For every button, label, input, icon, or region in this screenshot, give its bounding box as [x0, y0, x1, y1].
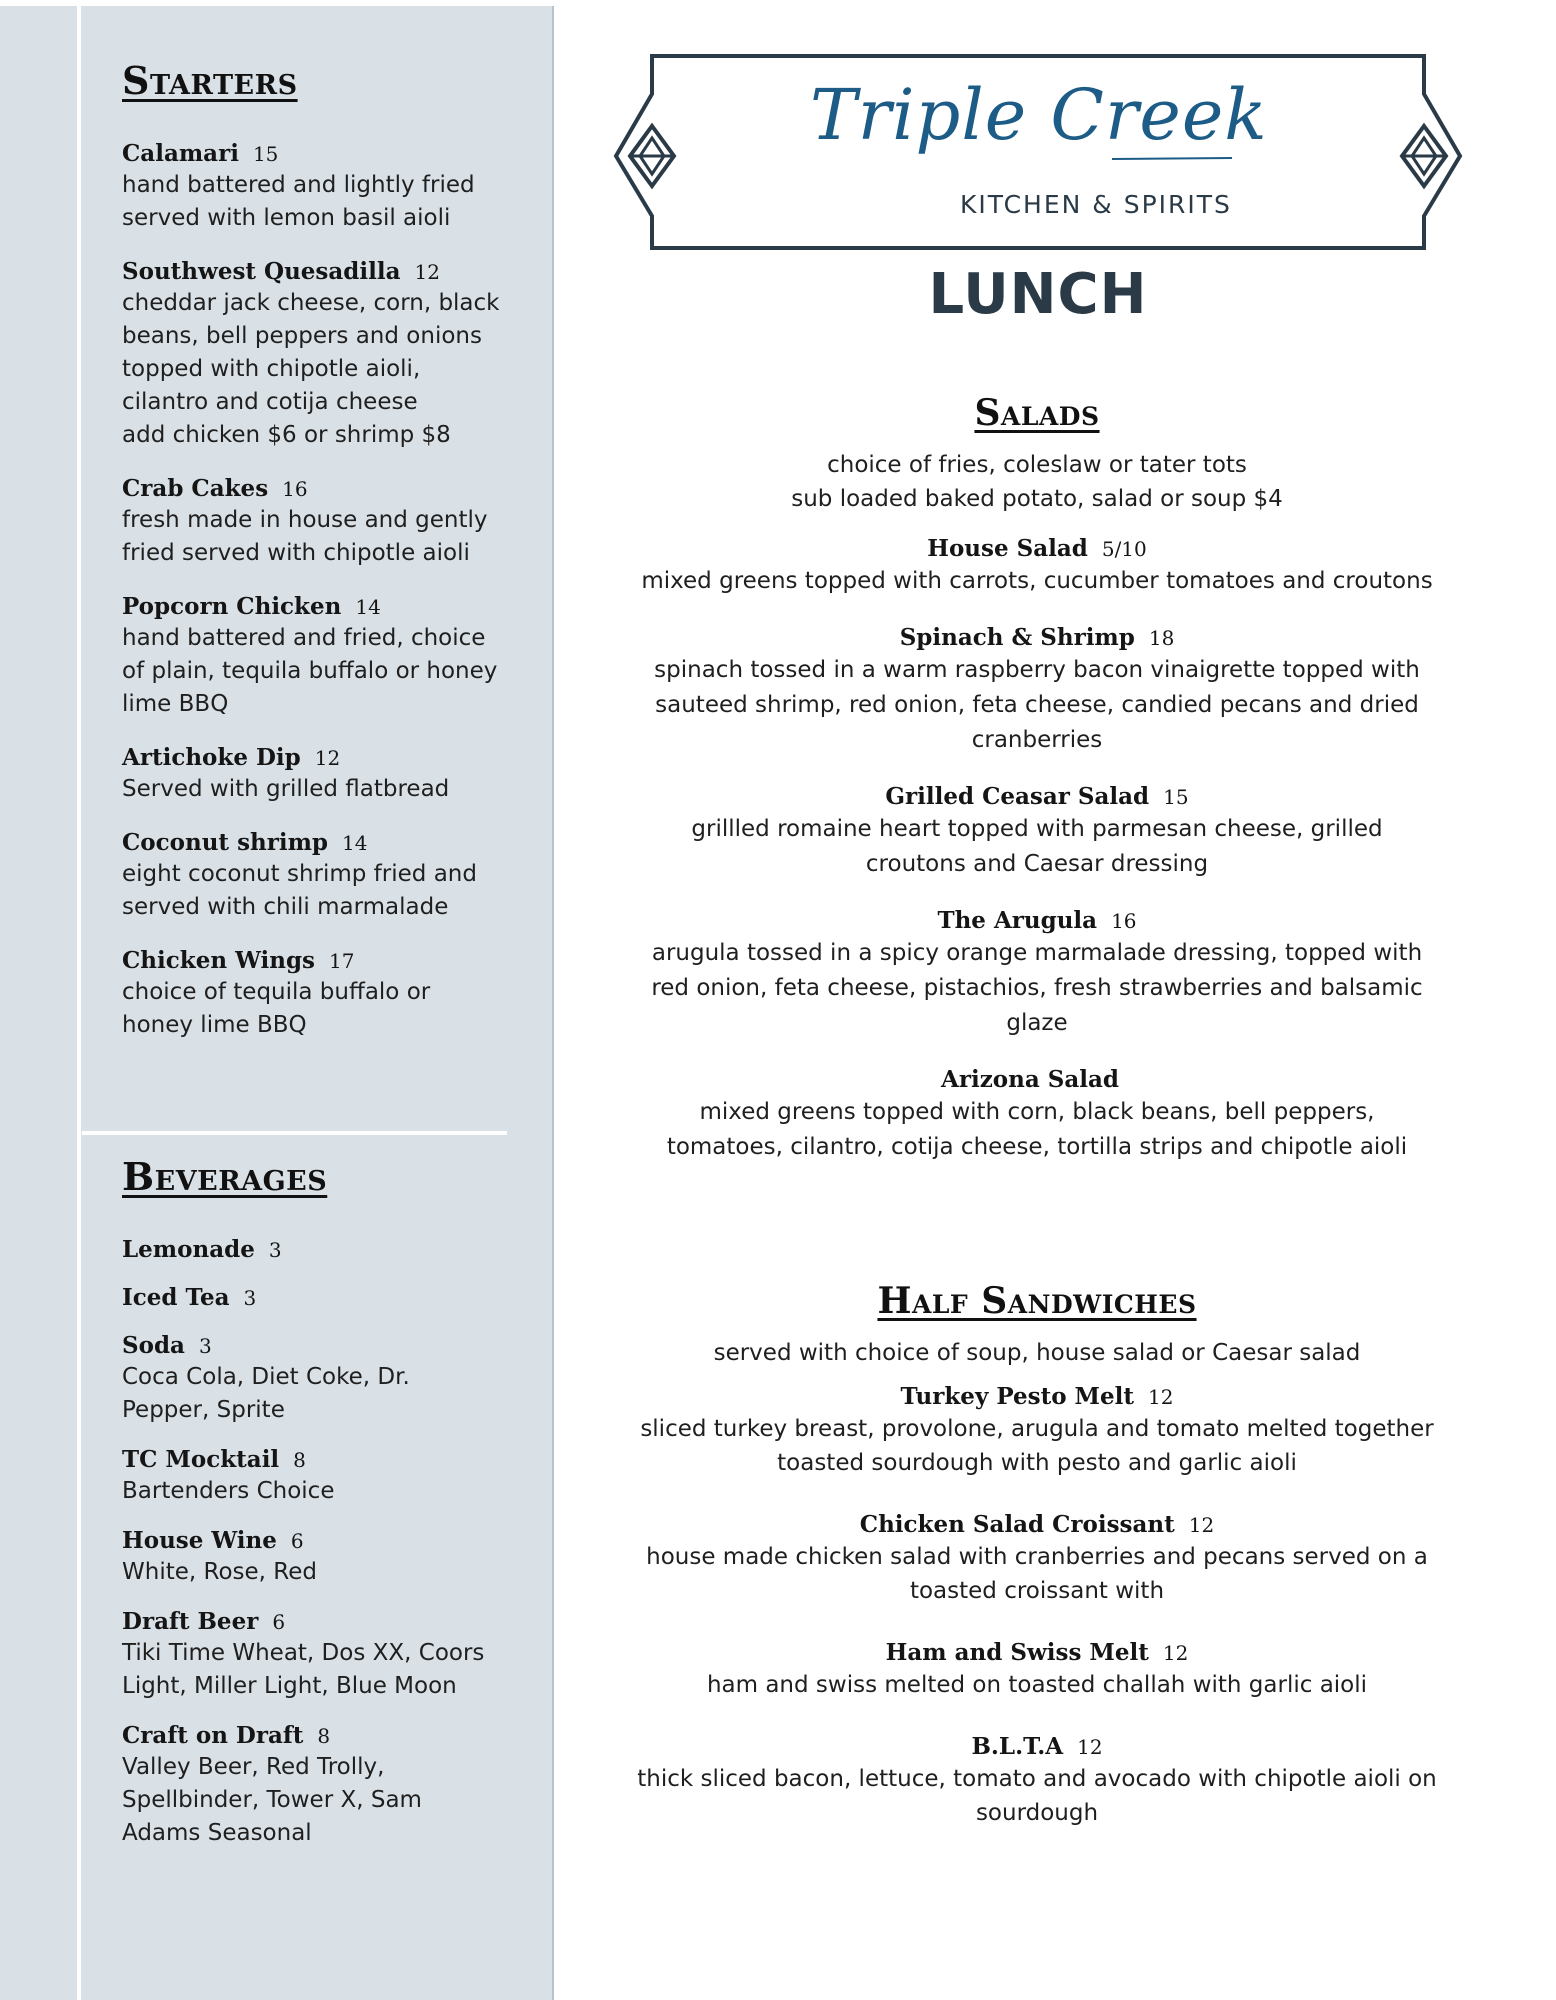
menu-item-name: Iced Tea [122, 1284, 230, 1311]
menu-item-title [632, 1510, 1442, 1540]
menu-item-description: choice of tequila buffalo or honey lime BBQ [122, 979, 431, 1038]
menu-item [122, 1526, 522, 1589]
menu-item-title [122, 1721, 522, 1751]
menu-item-description: mixed greens topped with corn, black beans, bell peppers, tomatoes, cilantro, cotija cheese, tortilla strips and chipotle aioli [666, 1099, 1408, 1160]
menu-item-title [632, 534, 1442, 564]
menu-item-title [632, 782, 1442, 812]
salads-section [632, 392, 1442, 1189]
menu-item [632, 1510, 1442, 1608]
menu-item-description: Served with grilled flatbread [122, 776, 450, 802]
menu-item-name: Grilled Ceasar Salad [885, 783, 1150, 810]
menu-item-description: Tiki Time Wheat, Dos XX, Coors Light, Miller Light, Blue Moon [122, 1640, 485, 1699]
menu-item-price: 12 [1148, 1385, 1174, 1409]
menu-item-price: 16 [1111, 909, 1137, 933]
menu-item-title [122, 257, 522, 287]
menu-item-name: Calamari [122, 140, 239, 167]
menu-item-name: Coconut shrimp [122, 829, 329, 856]
menu-item-name: Turkey Pesto Melt [900, 1383, 1135, 1410]
menu-item-title [122, 1283, 522, 1313]
logo-subtitle: KITCHEN & SPIRITS [960, 190, 1232, 219]
menu-item [122, 257, 522, 452]
menu-item-title [122, 474, 522, 504]
menu-item-name: House Salad [927, 535, 1088, 562]
menu-item-description: arugula tossed in a spicy orange marmalade dressing, topped with red onion, feta cheese, pistachios, fresh strawberries and balsamic glaze [651, 940, 1423, 1036]
menu-item-price: 3 [243, 1286, 257, 1310]
menu-item-title [122, 946, 522, 976]
menu-item-title [122, 743, 522, 773]
menu-item [122, 1331, 522, 1427]
menu-item-price: 3 [268, 1238, 282, 1262]
menu-item-description: thick sliced bacon, lettuce, tomato and avocado with chipotle aioli on sourdough [637, 1766, 1437, 1826]
menu-item-title [122, 1331, 522, 1361]
menu-item-name: Popcorn Chicken [122, 593, 342, 620]
menu-item-title [122, 1607, 522, 1637]
menu-item-name: TC Mocktail [122, 1446, 280, 1473]
logo-script-text: Triple Creek [810, 74, 1268, 156]
page-title: LUNCH [928, 262, 1148, 327]
right-diamond-icon [1402, 126, 1446, 186]
menu-item-name: Spinach & Shrimp [899, 624, 1135, 651]
menu-item [632, 906, 1442, 1041]
menu-item [632, 1382, 1442, 1480]
menu-item-name: Lemonade [122, 1236, 255, 1263]
menu-item [122, 828, 522, 924]
menu-item-title [122, 828, 522, 858]
menu-item-price: 6 [290, 1529, 304, 1553]
salads-list [632, 534, 1442, 1165]
logo [612, 54, 1464, 250]
menu-item-price: 3 [198, 1334, 212, 1358]
menu-item-description: hand battered and lightly fried served with lemon basil aioli [122, 172, 475, 231]
menu-item-price: 17 [328, 949, 355, 973]
menu-item-price: 14 [355, 595, 381, 619]
beverages-heading: Beverages [122, 1154, 328, 1199]
menu-item-description: hand battered and fried, choice of plain, tequila buffalo or honey lime BBQ [122, 625, 498, 717]
menu-item-name: House Wine [122, 1527, 277, 1554]
menu-item-name: Crab Cakes [122, 475, 269, 502]
menu-item-price: 12 [1188, 1513, 1215, 1537]
menu-item-description: Bartenders Choice [122, 1478, 335, 1504]
menu-item-name: Artichoke Dip [122, 744, 301, 771]
menu-item-description: Coca Cola, Diet Coke, Dr. Pepper, Sprite [122, 1364, 410, 1423]
sandwiches-heading: Half Sandwiches [877, 1280, 1197, 1322]
menu-item-name: B.L.T.A [971, 1733, 1064, 1760]
menu-item-name: Arizona Salad [941, 1066, 1119, 1093]
menu-item-description: mixed greens topped with carrots, cucumber tomatoes and croutons [641, 568, 1433, 594]
menu-item [122, 1235, 522, 1265]
sandwiches-list [632, 1382, 1442, 1830]
menu-item [122, 474, 522, 570]
menu-item [122, 946, 522, 1042]
menu-item [632, 1638, 1442, 1702]
starters-list [122, 139, 522, 1042]
menu-item-description: grillled romaine heart topped with parmesan cheese, grilled croutons and Caesar dressing [691, 816, 1383, 877]
menu-item-description: ham and swiss melted on toasted challah with garlic aioli [706, 1672, 1368, 1698]
menu-item-description: spinach tossed in a warm raspberry bacon vinaigrette topped with sauteed shrimp, red onion, feta cheese, candied pecans and dried cranberries [654, 657, 1420, 753]
menu-item [632, 782, 1442, 882]
menu-item [122, 139, 522, 235]
menu-item [632, 623, 1442, 758]
menu-item [632, 1065, 1442, 1165]
menu-item [122, 592, 522, 721]
menu-item-price: 12 [1077, 1735, 1103, 1759]
menu-item-price: 8 [293, 1448, 306, 1472]
menu-item-name: The Arugula [937, 907, 1098, 934]
menu-item-title [122, 592, 522, 622]
menu-item [122, 1721, 522, 1850]
menu-item-price: 12 [414, 260, 440, 284]
beverages-section [122, 1154, 522, 1868]
menu-item-price: 15 [252, 142, 279, 166]
menu-item-price: 12 [1162, 1641, 1189, 1665]
menu-item-name: Soda [122, 1332, 185, 1359]
menu-item [122, 743, 522, 806]
menu-item-name: Chicken Wings [122, 947, 315, 974]
menu-item-price: 16 [282, 477, 308, 501]
menu-item-price: 5/10 [1101, 537, 1147, 561]
menu-item-title [122, 1235, 522, 1265]
menu-item-title [632, 623, 1442, 653]
menu-item-description: eight coconut shrimp fried and served with chili marmalade [122, 861, 477, 920]
menu-item-price: 14 [342, 831, 368, 855]
left-diamond-icon [630, 126, 674, 186]
menu-item-title [632, 1382, 1442, 1412]
menu-item [632, 534, 1442, 599]
menu-item-name: Chicken Salad Croissant [859, 1511, 1175, 1538]
menu-item-title [122, 1526, 522, 1556]
menu-item [122, 1445, 522, 1508]
salads-note: choice of fries, coleslaw or tater tots sub loaded baked potato, salad or soup $4 [791, 452, 1283, 512]
menu-item-name: Craft on Draft [122, 1722, 304, 1749]
sandwiches-note: served with choice of soup, house salad or Caesar salad [713, 1340, 1361, 1366]
menu-item [632, 1732, 1442, 1830]
menu-item-price: 15 [1163, 785, 1189, 809]
beverages-list [122, 1235, 522, 1850]
menu-item-name: Draft Beer [122, 1608, 259, 1635]
menu-item-price: 8 [317, 1724, 331, 1748]
menu-item-description: fresh made in house and gently fried served with chipotle aioli [122, 507, 488, 566]
menu-item-price: 18 [1148, 626, 1175, 650]
sandwiches-section [632, 1280, 1442, 1860]
menu-item-description: sliced turkey breast, provolone, arugula and tomato melted together toasted sourdough with pesto and garlic aioli [640, 1416, 1434, 1476]
sidebar-divider [82, 1131, 507, 1135]
menu-item-description: White, Rose, Red [122, 1559, 317, 1585]
menu-item [122, 1283, 522, 1313]
menu-item-title [632, 906, 1442, 936]
salads-heading: Salads [974, 392, 1100, 434]
menu-item-description: house made chicken salad with cranberries and pecans served on a toasted croissant with [646, 1544, 1428, 1604]
menu-item-title [632, 1732, 1442, 1762]
menu-item-description: Valley Beer, Red Trolly, Spellbinder, Tower X, Sam Adams Seasonal [122, 1754, 422, 1846]
menu-item-description: cheddar jack cheese, corn, black beans, bell peppers and onions topped with chipotle aioli, cilantro and cotija cheese add chicken $6 or shrimp $8 [122, 290, 500, 448]
menu-item-price: 12 [314, 746, 341, 770]
starters-section [122, 58, 522, 1064]
sidebar-edge-stripe [77, 0, 81, 2000]
menu-item-title [122, 1445, 522, 1475]
menu-item-price: 6 [272, 1610, 286, 1634]
menu-item-name: Southwest Quesadilla [122, 258, 401, 285]
menu-item-name: Ham and Swiss Melt [885, 1639, 1149, 1666]
menu-item-title [122, 139, 522, 169]
starters-heading: Starters [122, 58, 298, 103]
menu-item [122, 1607, 522, 1703]
menu-item-title [632, 1065, 1442, 1095]
menu-item-title [632, 1638, 1442, 1668]
